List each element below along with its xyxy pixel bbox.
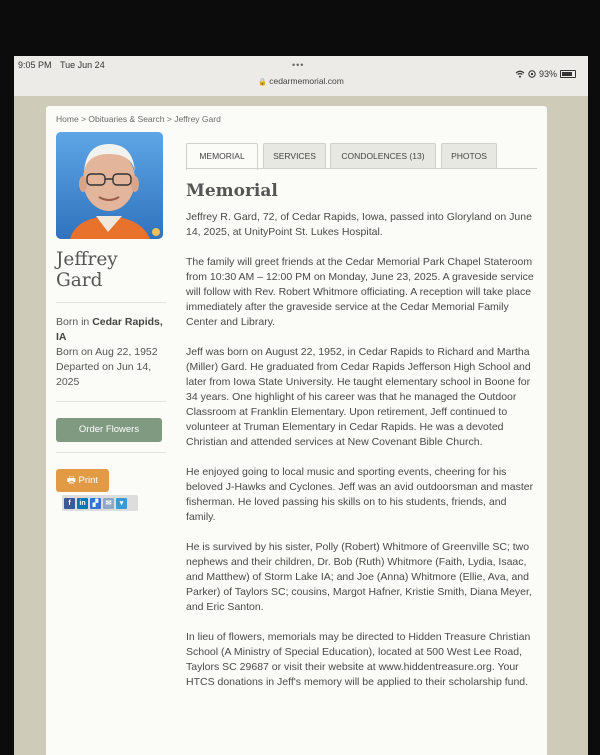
paragraph: The family will greet friends at the Cedar Memorial Park Chapel Stateroom from 10:30 AM – 12:00 PM on Monday, June 23, 2025. A graveside service will follow with Rev. Robert Whitmore officiating. A reception will take place immediately after the graveside service at the Cedar Memorial Family Center and Library. [186,256,534,328]
life-details [56,315,166,390]
paragraph: In lieu of flowers, memorials may be directed to Hidden Treasure Christian School (A Ministry of Special Education), located at 500 West Lee Road, Taylors SC 29687 or visit their website at www.hiddentreasure.org. Your HTCS donations in Jeff's memory will be applied to their scholarship fund. [186,631,531,688]
breadcrumb-obituaries[interactable]: Obituaries & Search [88,114,165,124]
portrait-photo [56,132,163,239]
born-in-place: Cedar Rapids, IA [56,316,163,343]
departed-on: Departed on Jun 14, 2025 [56,361,152,388]
tab-photos[interactable]: PHOTOS [441,143,497,168]
share-toolbar [62,495,138,511]
paragraph: He enjoyed going to local music and sporting events, cheering for his beloved J-Hawks and Cyclones. Jeff was an avid outdoorsman and master fisherman. He loved passing his skills on to his students, friends, and family. [186,466,534,523]
facebook-icon[interactable]: f [64,498,75,509]
born-on: Born on Aug 22, 1952 [56,346,158,358]
print-label: Print [78,475,99,486]
deceased-name: Jeffrey Gard [56,249,118,291]
breadcrumb-separator: > [81,114,87,124]
divider [56,302,166,303]
tab-overview-dots[interactable]: ••• [292,60,305,70]
delicious-icon[interactable]: ▞ [90,498,101,509]
web-page [46,106,547,755]
lock-icon: 🔒 [258,79,267,86]
born-in [56,315,166,345]
breadcrumb [56,114,221,124]
divider [56,401,166,402]
tab-services[interactable]: SERVICES [263,143,326,168]
born-in-label: Born in [56,316,90,328]
printer-icon: 🖶 [66,475,76,486]
address-bar[interactable] [14,76,588,86]
paragraph: He is survived by his sister, Polly (Robert) Whitmore of Greenville SC; two nephews and their children, Dr. Bob (Ruth) Whitmore (Faith, Lydia, Isaac, and Matthew) of Storm Lake IA; and Joe (Anna) Whitmore (Ellie, Ava, and Parker) of Taylors SC; cousins, Margot Hafner, Kristie Smith, Diana Meyer, and Eric Santon. [186,541,532,613]
url-text: cedarmemorial.com [269,76,344,86]
memorial-content [186,181,538,705]
divider [56,452,166,453]
paragraph: Jeffrey R. Gard, 72, of Cedar Rapids, Iowa, passed into Gloryland on June 14, 2025, at UnityPoint St. Lukes Hospital. [186,211,532,238]
print-button[interactable] [56,469,109,492]
breadcrumb-home[interactable]: Home [56,114,79,124]
tablet-screen [14,56,588,755]
sidebar [56,132,166,511]
battery-percent: 93% [538,69,557,79]
tab-memorial[interactable]: MEMORIAL [186,143,258,170]
order-flowers-button[interactable]: Order Flowers [56,418,162,442]
breadcrumb-current: Jeffrey Gard [174,114,221,124]
section-title: Memorial [186,181,278,201]
tab-condolences[interactable]: CONDOLENCES (13) [330,143,436,168]
email-icon[interactable]: ✉ [103,498,114,509]
portrait-illustration [56,132,163,239]
status-time: 9:05 PM [18,60,52,70]
tab-divider [186,168,537,169]
linkedin-icon[interactable]: in [77,498,88,509]
breadcrumb-separator: > [166,114,172,124]
paragraph: Jeff was born on August 22, 1952, in Cedar Rapids to Richard and Martha (Miller) Gard. He graduated from Cedar Rapids Jefferson High School and later from Iowa State University. He taught elementary school in Boone for 34 years. One highlight of his career was that he managed the Outdoor Classroom at Franklin Elementary. Upon retirement, Jeff continued to volunteer at Truman Elementary in Cedar Rapids. He was a devoted Christian and attended services at New Covenant Bible Church. [186,346,531,448]
more-icon[interactable]: ▾ [116,498,127,509]
status-date: Tue Jun 24 [60,60,105,70]
status-bar [14,56,588,96]
